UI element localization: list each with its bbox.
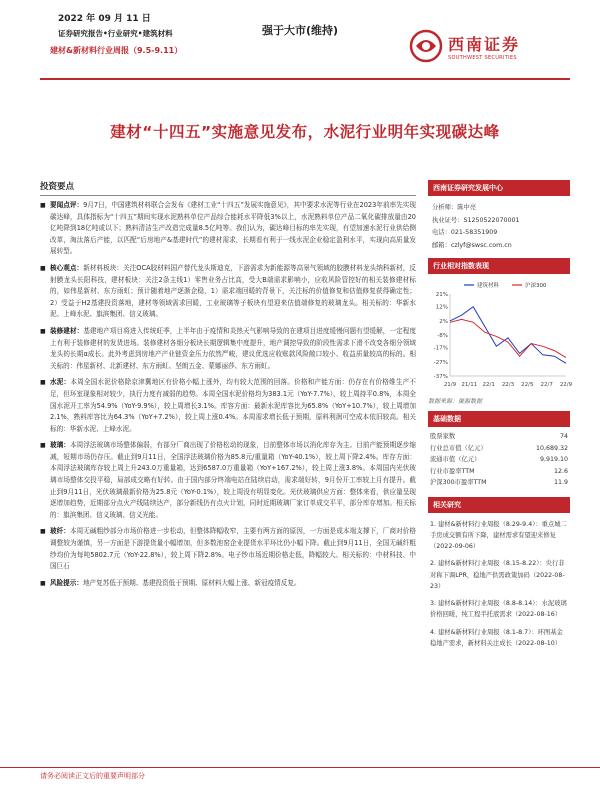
stat-row bbox=[430, 431, 568, 443]
stat-value: 11.9 bbox=[553, 479, 568, 487]
related-research-item[interactable]: 4. 建材&新材料行业周报（8.1-8.7）：环图基金稳地产需求，新材料关注成长（2022-08-10） bbox=[430, 628, 563, 647]
highlight-paragraph bbox=[40, 263, 416, 321]
stat-value: 74 bbox=[559, 433, 568, 441]
stat-row bbox=[430, 477, 568, 489]
stat-row bbox=[430, 466, 568, 478]
analyst-info bbox=[428, 196, 570, 258]
header-divider bbox=[40, 78, 570, 80]
company-logo bbox=[410, 28, 542, 64]
related-research-item[interactable]: 2. 建材&新材料行业周报（8.15-8.22）：央行非对称下调LPR，稳地产供需政策加码（2022-08-23） bbox=[430, 560, 565, 590]
stat-label: 沪深300市盈率TTM bbox=[430, 479, 487, 487]
stat-value: 9,919.10 bbox=[539, 456, 568, 464]
series-line-0 bbox=[450, 307, 566, 364]
paragraph-text: 本周全国水泥价格除京津冀地区有价格小幅上涨外，均有较大范围的回落。价格和产能方面：仍存在有价格维生产不足，但环室现象相对较少，执行力度有减弱的趋势。本周全国水泥价格均为383.1元（YoY-7.7%），较上周持平0.8%，本周全国水泥开工率为54.9%（YoY-9.9%），较上周增长3.1%。库容方面：最新水泥库容比为65.8%（YoY+10.7%），较上周增加2.1%，熟料库容比为64.3%（YoY+7.2%），较上周上涨0.4%。本周需求增长低于预期，原料利润可空成本依旧较高。相关标的：华新水泥、上峰水泥。 bbox=[50, 378, 416, 433]
paragraph-text: 新材料板块：关注OCA胶材料国产替代龙头斯迪克，下游需求为新能源等高景气领域的胶膜材料龙头纳科新材，反射膜龙头长阳科技，建材板块：关注2条主线1）零售业务占比高，受大B端需求影响小，应收风险管控好的相关装修建材标的，如伟星新材、东方雨虹；预计随着地产逐渐企稳，1）需求端回暖的背景下，关注标的价值修复和估值修复获得确定性；2）受益于H2基建投资落地，建材等领域需求回暖，工业玻璃等子板块有望迎来估值端修复的玻璃龙头。相关标的：华新水泥、上峰水泥、旗滨集团、信义玻璃。 bbox=[50, 263, 416, 319]
x-tick-label: 22/9 bbox=[559, 382, 573, 389]
sidebar bbox=[428, 180, 573, 661]
paragraph-text: 本周无碱粗纱部分市场价格进一步松动，但整体降幅收窄，主要有两方面的原因，一方面是成本端支撑下，厂商对价格调整较为谨慎，另一方面是下游提货量小幅增加，但多数池窑企业提货水平环比仍小幅下降。截止到9月11日，全国无碱纤粗纱均价为每吨5802.7元（YoY-22.8%），较上周下降2.8%。电子纱市场近期价格走低，降幅较大。相关标的：中材科技、中国巨石 bbox=[50, 527, 416, 571]
stat-value: 12.6 bbox=[553, 467, 568, 475]
paragraph-text: 9月7日，中国建筑材料联合会发布《建材工业“十四五”发展实施意见》，其中要求水泥等行业在2023年前率先实现碳达峰，具体指标为“十四五”期间实现水泥熟料单位产品综合能耗水平降低3%以上，水泥熟料单位产品二氧化碳排放量由20亿吨降到18亿吨或以下；熟料清洁生产改造完成量8.5亿吨等。我们认为，碳达峰目标的率先实现，有望加速水泥行业供给侧改革，淘汰落后产能，以匹配“后房地产&基建时代”的建材需求，长期看有利于一线水泥企业稳定盈利水平，实现向高质量发展转型。 bbox=[50, 201, 416, 256]
analyst-heading: 西南证券研究发展中心 bbox=[428, 180, 570, 196]
y-tick-label: 12% bbox=[435, 305, 448, 312]
x-tick-label: 22/3 bbox=[501, 382, 515, 389]
legend-label: 沪深300 bbox=[525, 283, 547, 290]
chart-source: 数据来源：聚源数据 bbox=[428, 398, 483, 406]
highlight-paragraph bbox=[40, 578, 416, 590]
x-tick-label: 22/1 bbox=[482, 382, 495, 389]
paragraph-text: 基建地产项目将进入传统旺季，上半年由于疫情和炎热天气影响导致的在建项目进度缓慢问题有望缓解，一定程度上有利于装修建材的发货进场。装修建材各细分板块长期逻辑集中度提升，地产调控导致的阶段性需求下滑不改变各细分领域龙头的长期α成长。此外考虑到房地产产业链资金压力依然严峻，建议优选应收账款风险敞口较小、收益质量较高的标的。相关标的：伟星新材、北新建材、东方雨虹、坚朗五金、蒙娜丽莎、东方雨虹。 bbox=[50, 326, 417, 370]
paragraph-list bbox=[40, 200, 416, 589]
section-heading: 投资要点 bbox=[40, 180, 416, 196]
paragraph-lead: 玻璃： bbox=[50, 441, 70, 450]
analyst-line: 分析师：陈中亮 bbox=[432, 204, 477, 211]
highlight-paragraph bbox=[40, 440, 416, 521]
highlight-paragraph bbox=[40, 526, 416, 572]
analyst-line: 电话：021-58351909 bbox=[432, 229, 498, 237]
paragraph-lead: 核心观点： bbox=[50, 263, 84, 272]
footer-disclaimer: 请务必阅读正文后的重要声明部分 bbox=[40, 772, 145, 780]
y-tick-label: 21% bbox=[435, 292, 448, 299]
company-logo-icon bbox=[410, 30, 442, 62]
paragraph-lead: 水泥： bbox=[50, 378, 71, 387]
stat-label: 流通市值（亿元） bbox=[430, 456, 481, 464]
x-tick-label: 21/11 bbox=[461, 382, 478, 389]
y-tick-label: -37% bbox=[433, 374, 448, 381]
stat-value: 10,689.32 bbox=[535, 444, 568, 452]
paragraph-lead: 要闻点评： bbox=[50, 201, 84, 209]
investment-highlights bbox=[40, 180, 416, 594]
legend-label: 建筑材料 bbox=[477, 283, 500, 290]
chart-heading: 行业相对指数表现 bbox=[428, 258, 570, 274]
basic-data-table bbox=[428, 427, 570, 493]
paragraph-lead: 装修建材： bbox=[50, 326, 84, 335]
stat-label: 行业市盈率TTM bbox=[430, 467, 475, 475]
related-research-list bbox=[428, 513, 570, 661]
report-name: 建材&新材料行业周报（9.5-9.11） bbox=[50, 46, 183, 55]
stat-label: 行业总市值（亿元） bbox=[430, 444, 487, 452]
report-date: 2022 年 09 月 11 日 bbox=[58, 14, 151, 24]
report-category: 证券研究报告•行业研究•建筑材料 bbox=[58, 29, 173, 38]
y-tick-label: -17% bbox=[433, 346, 448, 353]
highlight-paragraph bbox=[40, 200, 416, 258]
x-tick-label: 21/9 bbox=[443, 382, 457, 389]
industry-rating: 强于大市(维持) bbox=[262, 24, 339, 37]
analyst-line: 邮箱：czlyf@swsc.com.cn bbox=[432, 241, 512, 249]
stats-heading: 基础数据 bbox=[428, 411, 570, 427]
highlight-paragraph bbox=[40, 377, 416, 435]
logo-english-name: SOUTHWEST SECURITIES bbox=[448, 54, 517, 61]
y-tick-label: 2% bbox=[439, 319, 448, 326]
relative-index-chart bbox=[428, 278, 573, 406]
report-title: 建材“十四五”实施意见发布，水泥行业明年实现碳达峰 bbox=[110, 123, 500, 141]
related-research-item[interactable]: 3. 建材&新材料行业周报（8.8-8.14）：水泥玻璃价格回暖，纯工程半托底需求（2022-08-16） bbox=[430, 600, 567, 619]
y-tick-label: -8% bbox=[437, 333, 448, 340]
highlight-paragraph bbox=[40, 326, 416, 372]
stat-row bbox=[430, 454, 568, 466]
x-tick-label: 22/7 bbox=[540, 382, 553, 389]
stat-row bbox=[430, 443, 568, 455]
paragraph-text: 地产复苏低于预期、基建投资低于预期、原材料大幅上涨、新冠疫情反复。 bbox=[82, 578, 301, 587]
related-heading: 相关研究 bbox=[428, 497, 570, 513]
analyst-line: 执业证号：S1250522070001 bbox=[432, 216, 520, 224]
paragraph-lead: 玻纤： bbox=[50, 527, 70, 536]
footer-divider bbox=[0, 767, 600, 768]
x-tick-label: 22/5 bbox=[521, 382, 534, 389]
stat-label: 股票家数 bbox=[430, 433, 456, 441]
paragraph-text: 本周浮法玻璃市场整体偏弱，有部分厂商出现了价格松动的现象，目前整体市场以消化库存为主。目前产能预期逐步缩减，短期市场仍存压。截止到9月11日，全国浮法玻璃价格为85.8元/重量箱（YoY-40.1%），较上周下降2.4%。库存方面：本周浮法玻璃库存较上周上升243.0万重量箱，达到6587.0万重量箱（YoY+167.2%），较上周上涨3.8%。本周国内光伏玻璃市场整体交投平稳，局部成交略有好转。由于国内部分终端电站在陆续启动，需求端好转，9月份开工率较上月有提升。截止到9月11日，光伏玻璃最新价格为25.8元（YoY-0.1%），较上周没有明显变化。光伏玻璃供应方面：整体来看，供应量呈现逐增加趋势，近期部分点火产线陆续达产，部分新线仍有点火计划，同时近期玻璃厂家订单成交平平，部分库存增加。相关标的：旗滨集团、信义玻璃、信义光能。 bbox=[50, 441, 416, 519]
chart-svg bbox=[428, 278, 573, 390]
y-tick-label: -27% bbox=[433, 360, 448, 367]
related-research-item[interactable]: 1. 建材&新材料行业周报（8.29-9.4）：重点城二手房成交额有所下降，建材需求有望迎来修复（2022-09-06） bbox=[430, 520, 567, 551]
paragraph-lead: 风险提示： bbox=[50, 578, 83, 587]
logo-chinese-name: 西南证券 bbox=[448, 34, 521, 54]
